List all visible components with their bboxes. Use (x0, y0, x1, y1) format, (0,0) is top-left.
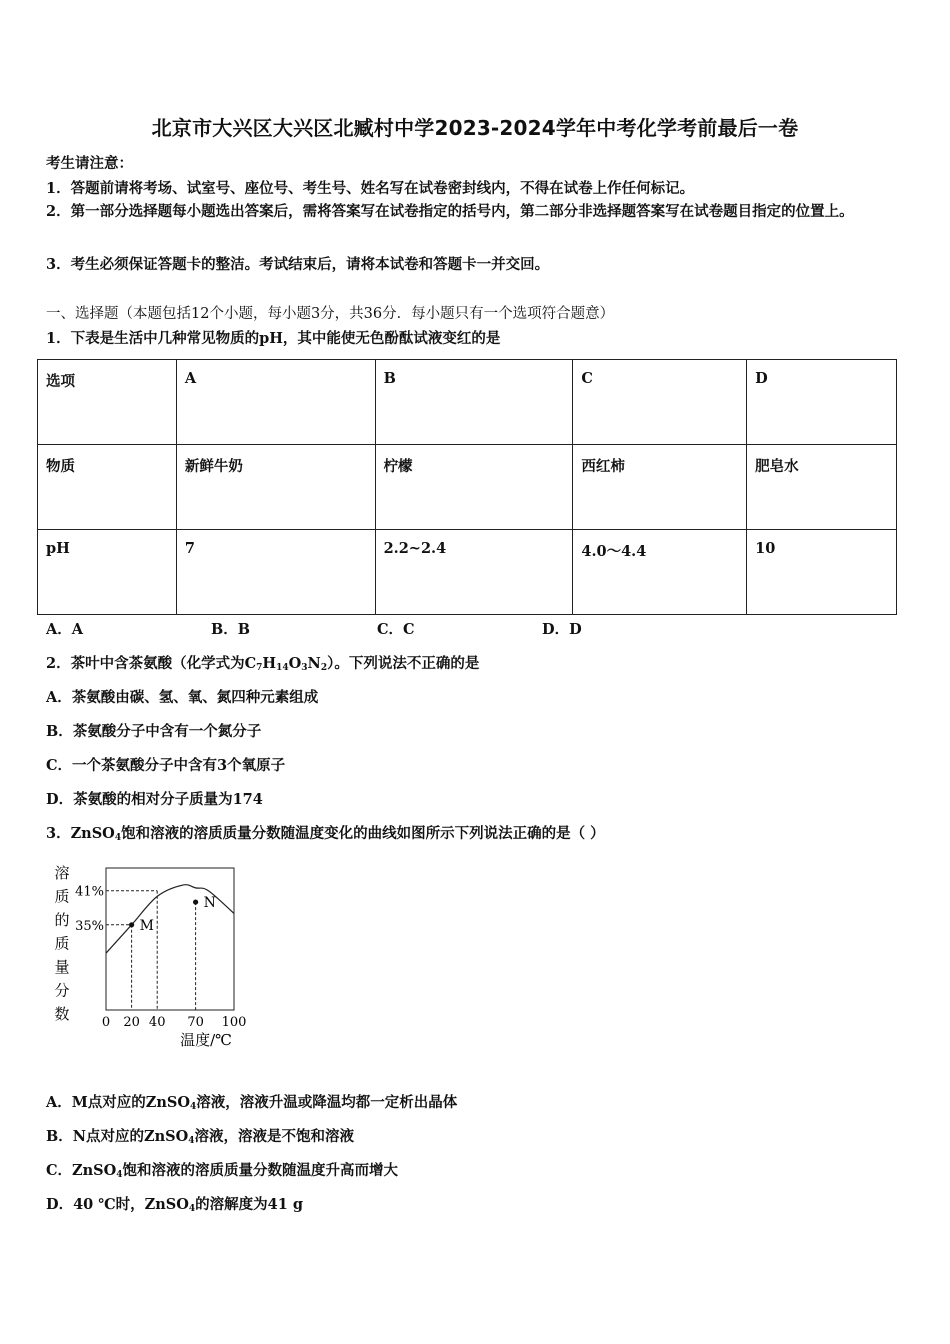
q3-stem-post: 饱和溶液的溶质质量分数随温度变化的曲线如图所示下列说法正确的是（ ） (121, 825, 605, 842)
table-row (38, 445, 897, 530)
q3-option-b-post: 溶液，溶液是不饱和溶液 (194, 1128, 355, 1145)
chart-ylabel-char: 质 (54, 934, 70, 953)
chart-y-tick-label: 35% (75, 918, 104, 934)
solubility-chart (44, 858, 264, 1058)
q2-stem (46, 652, 479, 673)
notice-item-1: 1．答题前请将考场、试室号、座位号、考生号、姓名写在试卷密封线内，不得在试卷上作任何标记。 (46, 180, 695, 197)
q1-option-b[interactable]: B．B (211, 621, 251, 638)
table-cell: 10 (747, 530, 897, 615)
chart-x-tick-label: 100 (221, 1015, 247, 1030)
table-cell: 新鲜牛奶 (176, 445, 375, 530)
chart-ylabel-char: 溶 (54, 864, 70, 882)
chart-x-tick-label: 70 (187, 1015, 204, 1030)
q3-formula-sub: 4 (114, 833, 122, 843)
q3-formula-sub: 4 (116, 1170, 123, 1180)
q3-option-c[interactable] (46, 1159, 398, 1180)
q1-stem: 1．下表是生活中几种常见物质的pH，其中能使无色酚酞试液变红的是 (46, 330, 501, 347)
table-cell: 柠檬 (375, 445, 573, 530)
q3-formula-sub: 4 (188, 1136, 195, 1146)
q2-formula-sub: 3 (301, 663, 308, 673)
page-title: 北京市大兴区大兴区北臧村中学2023-2024学年中考化学考前最后一卷 (151, 116, 799, 140)
table-row (38, 530, 897, 615)
notice-item-3: 3．考生必须保证答题卡的整洁。考试结束后，请将本试卷和答题卡一并交回。 (46, 256, 550, 273)
table-cell: A (176, 360, 375, 445)
table-cell: B (375, 360, 573, 445)
table-cell: pH (38, 530, 177, 615)
table-cell: 选项 (38, 360, 177, 445)
q2-formula-sub: 7 (256, 663, 263, 673)
chart-point-label: M (139, 917, 154, 934)
q3-stem (46, 822, 605, 843)
table-row (38, 360, 897, 445)
q1-option-a[interactable]: A．A (46, 621, 84, 638)
chart-x-tick-label: 40 (148, 1015, 166, 1030)
notice-heading: 考生请注意： (46, 155, 133, 172)
chart-ylabel (54, 864, 69, 1023)
chart-xlabel: 温度/℃ (180, 1031, 232, 1049)
chart-ylabel-char: 质 (54, 887, 70, 906)
q3-option-c-pre: C．ZnSO (46, 1162, 117, 1179)
chart-y-tick-label: 41% (75, 884, 104, 900)
table-cell: 7 (176, 530, 375, 615)
notice-item-2: 2．第一部分选择题每小题选出答案后，需将答案写在试卷指定的括号内，第二部分非选择题答案写在试卷题目指定的位置上。 (46, 203, 854, 220)
table-cell: 2.2~2.4 (375, 530, 573, 615)
table-cell: 物质 (38, 445, 177, 530)
chart-point (129, 922, 134, 927)
table-cell: 肥皂水 (747, 445, 897, 530)
q3-option-d[interactable] (46, 1193, 303, 1214)
q2-formula-sub: 2 (320, 663, 328, 673)
q2-option-c[interactable]: C．一个茶氨酸分子中含有3个氧原子 (46, 757, 286, 774)
q3-stem-pre: 3．ZnSO (46, 825, 115, 842)
q2-formula-element: H (262, 655, 277, 672)
chart-point-label: N (203, 895, 216, 912)
q3-option-b-pre: B．N点对应的ZnSO (46, 1128, 189, 1145)
q3-option-c-post: 饱和溶液的溶质质量分数随温度升高而增大 (122, 1162, 399, 1179)
q2-formula-element: O (288, 655, 302, 672)
q2-option-a[interactable]: A．茶氨酸由碳、氢、氧、氮四种元素组成 (46, 689, 319, 706)
q1-option-d[interactable]: D．D (542, 621, 582, 638)
q3-option-d-pre: D．40 ℃时，ZnSO (46, 1196, 189, 1213)
q2-formula-element: N (307, 655, 321, 672)
q3-option-a[interactable] (46, 1091, 457, 1112)
chart-ylabel-char: 量 (54, 958, 70, 976)
chart-points (129, 895, 216, 934)
q2-stem-post: ）。下列说法不正确的是 (327, 655, 480, 672)
q2-option-b[interactable]: B．茶氨酸分子中含有一个氮分子 (46, 723, 262, 740)
ph-table (37, 359, 897, 615)
table-cell: 西红柿 (573, 445, 747, 530)
chart-ylabel-char: 的 (54, 911, 70, 929)
q3-option-b[interactable] (46, 1125, 354, 1146)
q3-option-d-post: 的溶解度为41 g (195, 1196, 304, 1213)
table-cell: D (747, 360, 897, 445)
q3-formula-sub: 4 (188, 1204, 196, 1214)
q3-option-a-pre: A．M点对应的ZnSO (46, 1094, 191, 1111)
table-cell: 4.0～4.4 (573, 530, 747, 615)
chart-x-ticks (102, 1015, 247, 1030)
q2-option-d[interactable]: D．茶氨酸的相对分子质量为174 (46, 791, 263, 808)
chart-ylabel-char: 数 (54, 1005, 70, 1023)
q2-formula-sub: 14 (276, 663, 289, 673)
table-cell: C (573, 360, 747, 445)
chart-y-ticks (75, 885, 104, 934)
chart-point (193, 899, 198, 904)
chart-x-tick-label: 0 (101, 1015, 111, 1030)
q2-stem-pre: 2．茶叶中含茶氨酸（化学式为C (46, 655, 257, 672)
q1-option-c[interactable]: C．C (377, 621, 415, 638)
q3-option-a-post: 溶液，溶液升温或降温均都一定析出晶体 (196, 1094, 458, 1111)
chart-ylabel-char: 分 (54, 981, 70, 1000)
section-heading: 一、选择题（本题包括12个小题，每小题3分，共36分．每小题只有一个选项符合题意） (46, 306, 615, 322)
chart-guide-lines (106, 891, 196, 1010)
chart-x-tick-label: 20 (123, 1015, 140, 1030)
q3-formula-sub: 4 (190, 1102, 197, 1112)
